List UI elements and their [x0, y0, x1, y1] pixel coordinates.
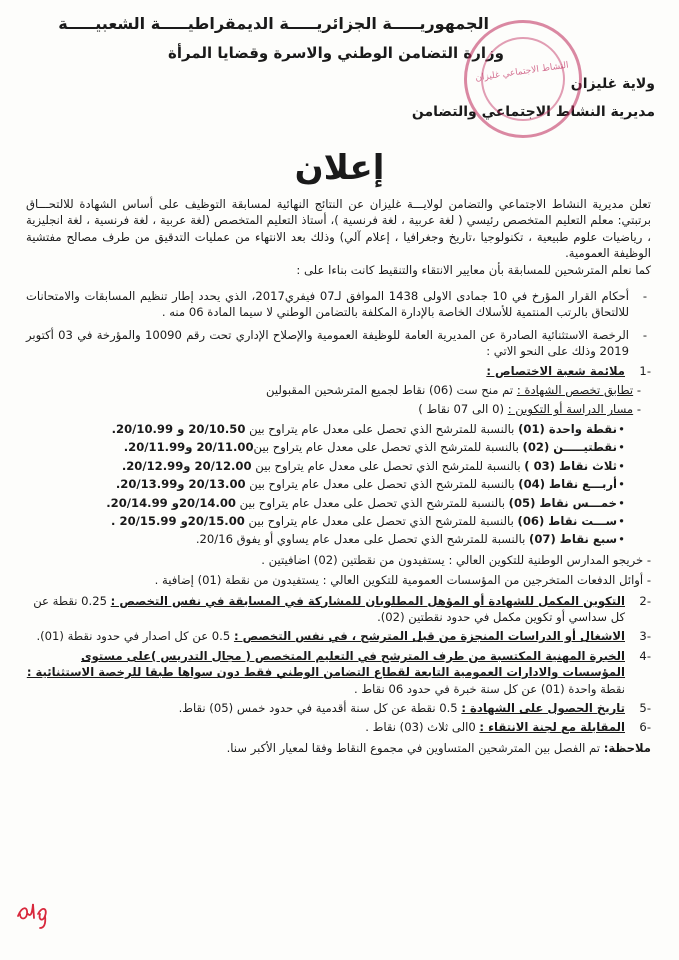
- section-1-item-label: مسار الدراسة أو التكوين :: [507, 402, 634, 417]
- section-4-text: نقطة واحدة (01) عن كل سنة خبرة في حدود 06 نقاط .: [354, 681, 625, 696]
- bullet-decree: - أحكام القرار المؤرخ في 10 جمادى الاولى 1438 الموافق لـ07 فيفري2017، الذي يحدد إطار تنظيم المسابقات والامتحانات للالتحاق بالرتب المنتمية للأسلاك الخاصة بالإدارة المكلفة بالتضامن الوطني لا سيما المادة 06 منه .: [26, 289, 647, 320]
- score-point: • ســـت نقاط (06) بالنسبة للمترشح الذي تحصل على معدل عام يتراوح بين 20/15.00و 20/15.99 .: [111, 513, 625, 528]
- score-point: • نقطتيـــــن (02) بالنسبة للمترشح الذي تحصل على معدل عام يتراوح بين20/11.00 و20/11.99.: [123, 440, 625, 455]
- section-3-title: الاشغال أو الدراسات المنجزة من قبل المترشح ، في نفس التخصص :: [233, 629, 625, 644]
- note: [26, 740, 651, 756]
- section-4: [26, 648, 651, 697]
- section-1-item-text: (0 الى 07 نقاط ): [418, 402, 508, 417]
- section-6-text: 0الى ثلاث (03) نقاط .: [365, 720, 480, 735]
- section-5: [26, 700, 651, 716]
- section-5-number: -5: [639, 700, 651, 715]
- section-2: [26, 593, 651, 626]
- section-6-title: المقابلة مع لجنة الانتقاء :: [479, 720, 625, 735]
- header-republic: الجمهوريـــــة الجزائريـــــة الديمقراطيـــــة الشعبيـــــة: [58, 14, 489, 33]
- bullet-license-text: الرخصة الاستثنائية الصادرة عن المديرية العامة للوظيفة العمومية والإصلاح الإداري تحت رقم 10090 والمؤرخة في 03 أكتوبر 2019 وذلك على النحو الاتي :: [26, 327, 629, 359]
- intro-criteria-line: كما نعلم المترشحين للمسابقة بأن معايير الانتقاء والتنقيط كانت بناءا على :: [296, 262, 651, 277]
- score-point: • خمـــس نقاط (05) بالنسبة للمترشح الذي تحصل على معدل عام يتراوح بين 20/14.00و 20/14.99.: [106, 495, 625, 510]
- section-5-title: تاريخ الحصول على الشهادة :: [461, 700, 625, 715]
- section-3-text: 0.5 عن كل اصدار في حدود نقطة (01).: [36, 629, 234, 644]
- section-1-item: - تطابق تخصص الشهادة : تم منح ست (06) نقاط لجميع المترشحين المقبولين: [266, 383, 641, 398]
- handwritten-signature: [14, 890, 60, 930]
- section-2-number: -2: [639, 593, 651, 608]
- score-point: • نقطة واحدة (01) بالنسبة للمترشح الذي تحصل على معدل عام يتراوح بين 20/10.50 و 20/10.99.: [111, 421, 625, 436]
- section-1-item-text: تم منح ست (06) نقاط لجميع المترشحين المقبولين: [266, 383, 517, 398]
- bullet-license: - الرخصة الاستثنائية الصادرة عن المديرية العامة للوظيفة العمومية والإصلاح الإداري تحت رقم 10090 والمؤرخة في 03 أكتوبر 2019 وذلك على النحو الاتي :: [26, 327, 647, 359]
- section-6-number: -6: [639, 720, 651, 735]
- score-point: • سبع نقاط (07) بالنسبة للمترشح الذي تحصل على معدل عام يساوي أو يفوق 20/16.: [195, 532, 625, 547]
- announcement-body: [26, 196, 651, 760]
- section-1-item-label: تطابق تخصص الشهادة :: [516, 383, 634, 398]
- section-3-number: -3: [639, 629, 651, 644]
- header-directorate: مديرية النشاط الاجتماعي والتضامن: [411, 104, 655, 120]
- bonus-graduates: - خريجو المدارس الوطنية للتكوين العالي : يستفيدون من نقطتين (02) اضافيتين .: [261, 552, 651, 567]
- page-title: إعلان: [294, 148, 385, 188]
- section-4-title: الخبرة المهنية المكتسبة من طرف المترشح في التعليم المتخصص ( مجال التدريس )على مستوى المؤسسات والادارات العمومية التابعة لقطاع التضامن الوطني فقط دون سواها طبقا للرخصة الاستثنائية :: [26, 648, 625, 680]
- section-4-number: -4: [639, 648, 651, 663]
- section-1-number: -1: [639, 363, 651, 378]
- stamp-text: النشاط الاجتماعي غليزان: [474, 60, 570, 84]
- section-2-text: 0.25 نقطة عن كل سداسي أو تكوين مكمل في حدود نقطتين (02).: [33, 593, 625, 624]
- section-5-text: 0.5 نقطة عن كل سنة أقدمية في حدود خمس (05) نقاط.: [178, 700, 462, 715]
- section-1-title: ملائمة شعبة الاختصاص :: [486, 363, 625, 378]
- header-ministry: وزارة التضامن الوطني والاسرة وقضايا المرأة: [168, 44, 504, 62]
- bonus-top-graduates: - أوائل الدفعات المتخرجين من المؤسسات العمومية للتكوين العالي : يستفيدون من نقطة (01) إضافية .: [154, 573, 651, 588]
- section-1-item: - مسار الدراسة أو التكوين : (0 الى 07 نقاط ): [418, 402, 641, 417]
- score-point: • أربـــع نقاط (04) بالنسبة للمترشح الذي تحصل على معدل عام يتراوح بين 20/13.00 و20/13.99.: [115, 477, 625, 492]
- section-6: [26, 719, 651, 735]
- section-3: [26, 628, 651, 644]
- section-1-heading: [26, 363, 651, 379]
- section-2-title: التكوين المكمل للشهادة أو المؤهل المطلوبان للمشاركة في المسابقة في نفس التخصص :: [110, 593, 625, 608]
- intro-paragraph: تعلن مديرية النشاط الاجتماعي والتضامن لولايـــة غليزان عن النتائج النهائية لمسابقة التوظيف على أساس الشهادة للالتحـــاق برتبتي: معلم التعليم المتخصص رئيسي ( لغة عربية ، لغة فرنسية )، أستاذ التعليم المتخصص (لغة عربية ، لغة فرنسية ، لغة انجليزية ، رياضيات علوم طبيعية ، تكنولوجيا ،تاريخ وجغرافيا ، إعلام آلي) وذلك بعد الانتهاء من عمليات التدقيق من طرف مصالح مفتشية الوظيفة العمومية.: [26, 197, 651, 261]
- bullet-decree-text: أحكام القرار المؤرخ في 10 جمادى الاولى 1438 الموافق لـ07 فيفري2017، الذي يحدد إطار تنظيم المسابقات والامتحانات للالتحاق بالرتب المنتمية للأسلاك الخاصة بالإدارة المكلفة بالتضامن الوطني لا سيما المادة 06 منه .: [26, 289, 630, 320]
- note-label: ملاحظة:: [603, 740, 651, 755]
- score-point: • ثلاث نقاط (03 ) بالنسبة للمترشح الذي تحصل على معدل عام يتراوح بين 20/12.00 و20/12.99.: [121, 458, 625, 473]
- note-text: تم الفصل بين المترشحين المتساوين في مجموع النقاط وفقا لمعيار الأكبر سنا.: [226, 740, 604, 755]
- header-wilaya: ولاية غليزان: [570, 76, 655, 92]
